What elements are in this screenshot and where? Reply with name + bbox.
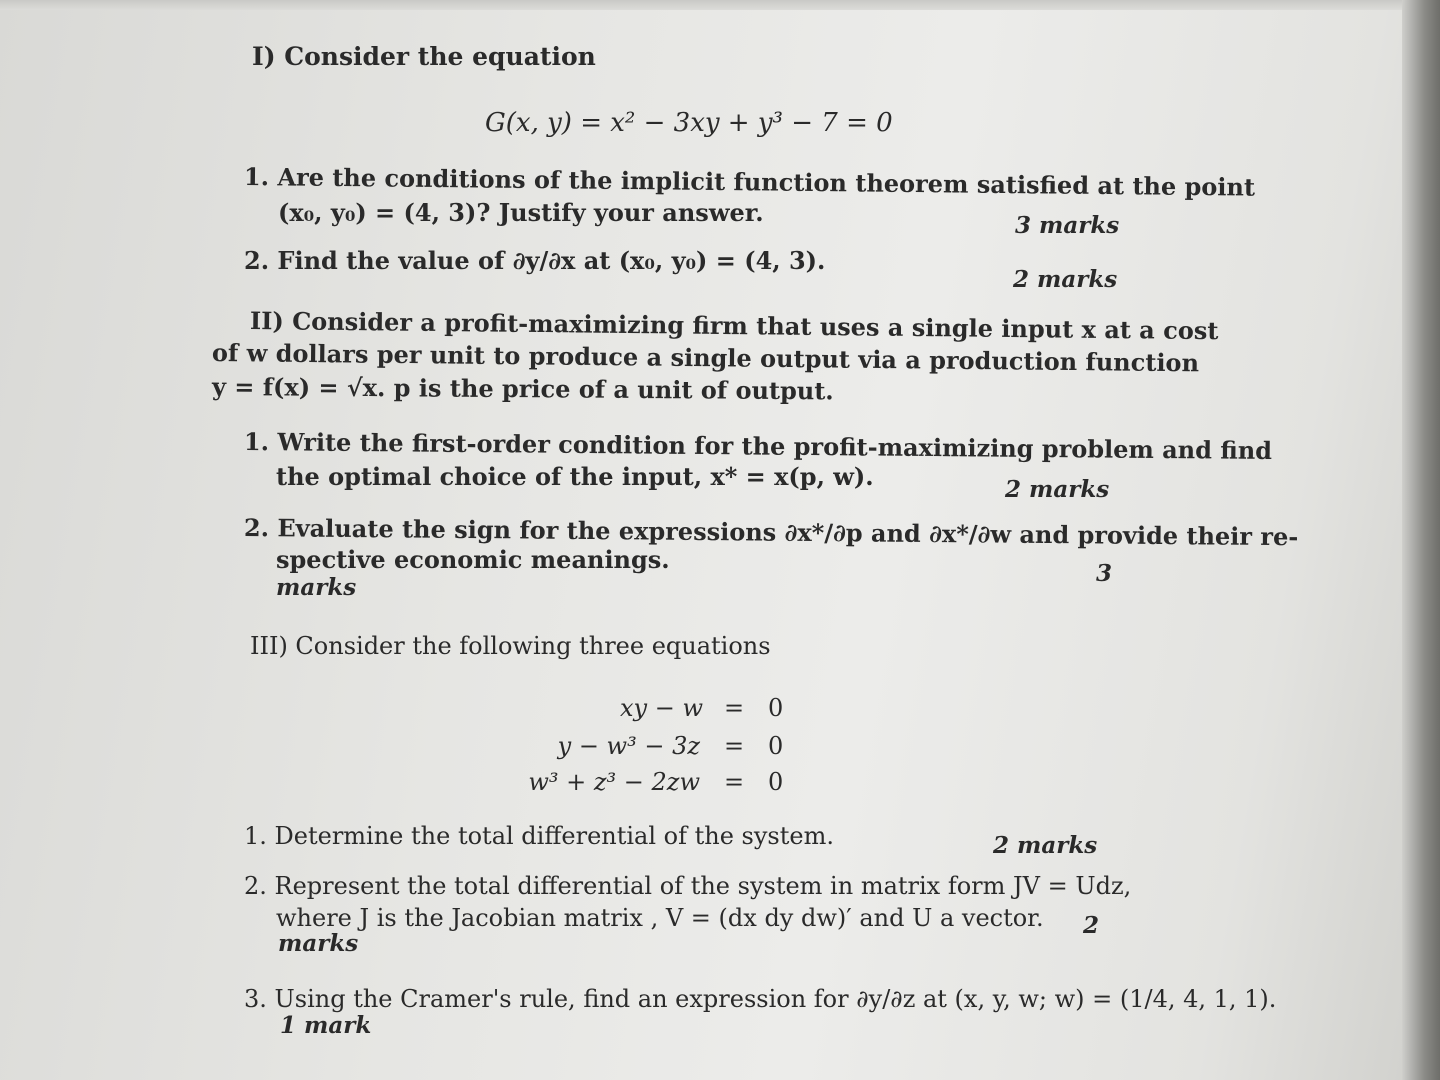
section1-heading: I) Consider the equation [252, 42, 596, 71]
section3-q2-marks-word: marks [278, 930, 359, 957]
section3-eq3-rhs: 0 [768, 768, 784, 796]
section3-q2-line2: where J is the Jacobian matrix , V = (dx dy dw)′ and U a vector. [276, 904, 1044, 932]
section2-q1-line1: 1. Write the first-order condition for the profit-maximizing problem and find [243, 427, 1273, 465]
section3-eq1-lhs: xy − w [620, 694, 704, 722]
section3-eq3-sign: = [724, 768, 745, 796]
screen-top-edge [0, 0, 1440, 10]
section3-q1-marks: 2 marks [993, 832, 1098, 859]
section2-q2-marks-word: marks [276, 574, 357, 601]
section2-line1: II) Consider a profit-maximizing firm that uses a single input x at a cost [249, 306, 1219, 346]
section2-q2-line1: 2. Evaluate the sign for the expressions ∂x*/∂p and ∂x*/∂w and provide their re- [243, 513, 1299, 552]
section3-q1: 1. Determine the total differential of the system. [244, 822, 834, 850]
section2-q1-marks: 2 marks [1005, 476, 1110, 503]
section3-eq1-rhs: 0 [768, 694, 784, 722]
section1-equation: G(x, y) = x² − 3xy + y³ − 7 = 0 [485, 108, 893, 138]
section1-q1-line1: 1. Are the conditions of the implicit function theorem satisfied at the point [243, 162, 1256, 202]
section3-q2-line1: 2. Represent the total differential of the system in matrix form JV = Udz, [244, 872, 1132, 900]
section2-q2-marks-num: 3 [1096, 560, 1113, 587]
section1-q1-marks: 3 marks [1015, 212, 1120, 239]
screen-right-edge [1402, 0, 1440, 1080]
section3-eq2-lhs: y − w³ − 3z [557, 732, 700, 760]
section3-heading: III) Consider the following three equations [250, 632, 771, 660]
section3-q3-line1: 3. Using the Cramer's rule, find an expression for ∂y/∂z at (x, y, w; w) = (1/4, 4, 1, 1). [244, 985, 1277, 1013]
section3-eq1-sign: = [724, 694, 745, 722]
section3-eq2-sign: = [724, 732, 745, 760]
section2-line3: y = f(x) = √x. p is the price of a unit of output. [211, 372, 834, 406]
section3-eq2-rhs: 0 [768, 732, 784, 760]
section3-eq3-lhs: w³ + z³ − 2zw [528, 768, 700, 796]
section2-line2: of w dollars per unit to produce a single output via a production function [211, 338, 1200, 378]
section2-q2-line2: spective economic meanings. [276, 545, 670, 574]
section1-q2-marks: 2 marks [1013, 266, 1118, 293]
section3-q3-marks: 1 mark [280, 1012, 372, 1039]
section1-q1-line2: (x₀, y₀) = (4, 3)? Justify your answer. [278, 198, 764, 227]
section3-q2-marks-num: 2 [1083, 912, 1100, 939]
section2-q1-line2: the optimal choice of the input, x* = x(p, w). [276, 462, 874, 491]
section1-q2: 2. Find the value of ∂y/∂x at (x₀, y₀) = (4, 3). [244, 246, 826, 275]
